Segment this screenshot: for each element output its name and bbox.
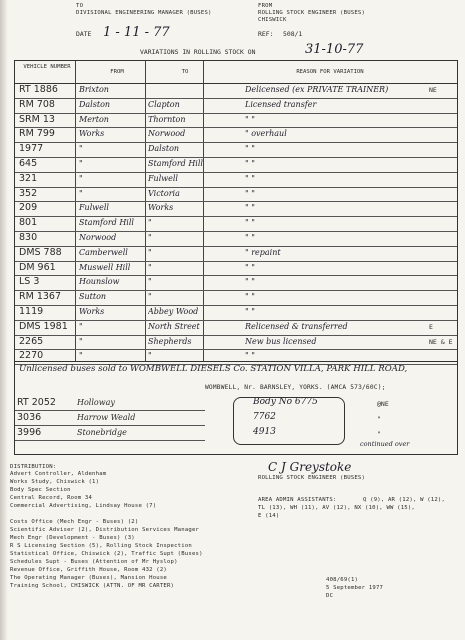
cell-reason: " " (245, 262, 255, 272)
cell-note (429, 290, 455, 305)
cell-note (429, 231, 455, 246)
cell-to: " (148, 218, 152, 228)
cell-reason: New bus licensed (245, 336, 317, 346)
cell-to: " (148, 233, 152, 242)
cell-from: Dalston (79, 99, 111, 109)
cell-note (429, 98, 455, 113)
cell-from: Camberwell (79, 247, 128, 257)
table-row (15, 157, 457, 173)
assistants-line-1: Q (9), AR (12), W (12), (363, 497, 446, 503)
cell-reason: " " (245, 292, 255, 302)
cell-reason: " " (245, 307, 255, 316)
cell-to: Shepherds (148, 336, 192, 346)
cell-vehicle: RM 799 (19, 128, 55, 140)
sold-section (14, 360, 458, 455)
cell-note (429, 305, 455, 320)
cell-from: " (79, 188, 83, 198)
cell-reason: " " (245, 203, 255, 213)
distribution-heading: DISTRIBUTION: (10, 464, 57, 470)
table-row (15, 216, 457, 232)
cell-reason: " " (245, 188, 255, 198)
cell-vehicle: RT 1886 (19, 84, 58, 95)
to-value: DIVISIONAL ENGINEERING MANAGER (BUSES) (76, 10, 212, 16)
cell-to: Works (148, 203, 174, 213)
footer-initials: DC (326, 593, 334, 599)
sold-body-number: 7762 (253, 412, 276, 422)
sold-body-number: Body No 6775 (253, 397, 318, 407)
footer-code: 408/69(1) (326, 577, 359, 583)
cell-from: " (79, 321, 83, 331)
cell-reason: Delicensed (ex PRIVATE TRAINER) (245, 85, 389, 94)
cell-to: " (148, 351, 152, 361)
cell-vehicle: RM 708 (19, 98, 55, 110)
sold-cell-vehicle: 3036 (17, 412, 42, 423)
table-row (15, 320, 457, 336)
date-value: 1 - 11 - 77 (103, 25, 170, 40)
variations-table (14, 60, 458, 362)
column-header-from: FROM (110, 69, 124, 75)
cell-to: Stamford Hill (148, 159, 203, 168)
cell-note: NE & E (429, 337, 453, 346)
cell-vehicle: SRM 13 (19, 113, 55, 125)
cell-note (429, 275, 455, 290)
sold-cell-from: Holloway (77, 398, 115, 407)
cell-reason: Licensed transfer (245, 99, 317, 109)
cell-to: North Street (148, 321, 200, 331)
cell-vehicle: 209 (19, 202, 38, 214)
distribution-line: Statistical Office, Chiswick (2), Traffic Supt (Buses) (10, 551, 203, 557)
sold-note: " (377, 415, 381, 423)
cell-to: Thornton (148, 114, 186, 124)
cell-note (429, 216, 455, 231)
cell-reason: " repaint (245, 247, 281, 257)
cell-vehicle: 321 (19, 172, 38, 184)
from-value: ROLLING STOCK ENGINEER (BUSES) (258, 10, 366, 16)
cell-to: Clapton (148, 99, 180, 109)
date-label: DATE (76, 30, 92, 38)
cell-from: Fulwell (79, 203, 109, 213)
cell-vehicle: 1977 (19, 143, 44, 155)
cell-vehicle: 645 (19, 158, 38, 169)
cell-from: " (79, 144, 83, 154)
distribution-line: Central Record, Room 34 (10, 495, 93, 501)
cell-note (429, 157, 455, 172)
column-header-to: TO (181, 69, 189, 75)
distribution-line: R S Licensing Section (5), Rolling Stock Inspection (10, 543, 192, 549)
table-row (15, 231, 457, 247)
cell-to: " (148, 292, 152, 302)
ref-label: REF: (258, 30, 274, 38)
sold-cell-from: Stonebridge (77, 428, 127, 437)
sold-row (15, 396, 205, 411)
cell-vehicle: 801 (19, 217, 38, 229)
variations-title: VARIATIONS IN ROLLING STOCK ON (140, 48, 256, 56)
table-row (15, 246, 457, 262)
cell-from: " (79, 351, 83, 361)
sold-cell-vehicle: 3996 (17, 427, 42, 438)
distribution-line: Advert Controller, Aldenham (10, 471, 107, 477)
cell-note: NE (429, 86, 437, 94)
cell-vehicle: RM 1367 (19, 291, 61, 303)
table-row (15, 172, 457, 188)
cell-from: Muswell Hill (79, 262, 131, 272)
cell-note (429, 172, 455, 187)
sold-cell-vehicle: RT 2052 (17, 397, 56, 408)
cell-from: Merton (79, 114, 109, 124)
cell-reason: " " (245, 218, 255, 228)
distribution-line: Training School, CHISWICK (ATTN. OF MR CARTER) (10, 583, 175, 589)
distribution-line: Body Spec Section (10, 487, 71, 493)
cell-from: " (79, 159, 83, 168)
sold-cell-from: Harrow Weald (77, 413, 136, 422)
sold-row (15, 411, 205, 426)
table-row (15, 290, 457, 306)
cell-vehicle: 830 (19, 232, 38, 243)
cell-from: Hounslow (79, 277, 120, 287)
sold-row (15, 426, 205, 441)
cell-vehicle: 2265 (19, 335, 44, 347)
cell-note (429, 127, 455, 142)
continued-note: continued over (360, 440, 410, 448)
cell-note (429, 261, 455, 276)
cell-note: E (429, 322, 433, 331)
cell-to: Dalston (148, 144, 180, 154)
cell-reason: " " (245, 173, 255, 183)
signature-title: ROLLING STOCK ENGINEER (BUSES) (258, 475, 366, 481)
sold-note: " (377, 430, 381, 438)
distribution-line: The Operating Manager (Buses), Mansion House (10, 575, 167, 581)
page-edge-shadow (0, 0, 8, 640)
cell-vehicle: DM 961 (19, 261, 56, 273)
cell-reason: " overhaul (245, 129, 287, 139)
cell-reason: " " (245, 144, 255, 154)
body-number-bracket (233, 397, 345, 445)
table-row (15, 113, 457, 129)
table-row (15, 142, 457, 158)
cell-to (148, 83, 204, 98)
cell-from: Works (79, 307, 105, 316)
distribution-line: Revenue Office, Griffith House, Room 432 (2) (10, 567, 167, 573)
cell-vehicle: LS 3 (19, 276, 40, 288)
distribution-line: Works Study, Chiswick (1) (10, 479, 100, 485)
sold-note: @NE (377, 400, 389, 408)
table-row (15, 201, 457, 217)
table-row (15, 335, 457, 351)
from-place: CHISWICK (258, 17, 287, 23)
sold-body-number: 4913 (253, 427, 276, 437)
cell-from: Stamford Hill (79, 218, 134, 228)
table-row (15, 98, 457, 114)
cell-from: " (79, 336, 83, 346)
distribution-line: Scientific Adviser (2), Distribution Services Manager (10, 527, 200, 533)
cell-from: Sutton (79, 292, 107, 302)
assistants-line-3: E (14) (258, 513, 280, 519)
table-row (15, 127, 457, 143)
variations-date: 31-10-77 (305, 42, 364, 57)
cell-vehicle: DMS 1981 (19, 320, 68, 332)
table-row (15, 83, 457, 99)
cell-vehicle: DMS 788 (19, 246, 62, 258)
cell-to: " (148, 262, 152, 272)
distribution-line: Commercial Advertising, Lindsay House (7) (10, 503, 157, 509)
cell-to: " (148, 277, 152, 287)
cell-to: Fulwell (148, 173, 178, 183)
ref-value: 508/1 (283, 30, 303, 38)
cell-reason: " " (245, 114, 255, 124)
cell-reason: " " (245, 159, 255, 168)
cell-reason: " " (245, 233, 255, 242)
assistants-line-2: TL (13), WH (11), AV (12), NX (10), WW (15), (258, 505, 415, 511)
distribution-line: Mech Engr (Development - Buses) (3) (10, 535, 135, 541)
to-label: TO (76, 3, 84, 9)
cell-from: Works (79, 129, 105, 139)
table-header (15, 61, 457, 84)
cell-vehicle: 352 (19, 187, 38, 199)
cell-note (429, 142, 455, 157)
cell-reason: Relicensed & transferred (245, 321, 348, 331)
signature: C J Greystoke (268, 460, 352, 474)
cell-note (429, 113, 455, 128)
footer-date: 5 September 1977 (326, 585, 384, 591)
cell-vehicle: 2270 (19, 350, 44, 362)
table-row (15, 187, 457, 203)
cell-to: Victoria (148, 188, 180, 198)
sold-heading: Unlicensed buses sold to WOMBWELL DIESELS Co. STATION VILLA, PARK HILL ROAD, (19, 364, 408, 374)
table-row (15, 305, 457, 321)
cell-reason: " " (245, 351, 255, 361)
distribution-line: Schedules Supt - Buses (Attention of Mr Hyslop) (10, 559, 178, 565)
table-row (15, 275, 457, 291)
column-header-vehicle: VEHICLE NUMBER (23, 64, 71, 70)
cell-reason: " " (245, 277, 255, 287)
cell-from: " (79, 173, 83, 183)
distribution-line: Costs Office (Mech Engr - Buses) (2) (10, 519, 139, 525)
cell-to: Abbey Wood (148, 307, 199, 316)
cell-from: Norwood (79, 233, 117, 242)
cell-note (429, 246, 455, 261)
cell-to: Norwood (148, 129, 186, 139)
assistants-label: AREA ADMIN ASSISTANTS: (258, 497, 337, 503)
cell-from: Brixton (79, 85, 109, 94)
cell-note (429, 187, 455, 202)
cell-vehicle: 1119 (19, 306, 44, 317)
cell-to: " (148, 247, 152, 257)
column-header-reason: REASON FOR VARIATION (296, 69, 364, 75)
from-label: FROM (258, 3, 273, 9)
cell-note (429, 201, 455, 216)
sold-address: WOMBWELL, Nr. BARNSLEY, YORKS. (AMCA 573/60C); (205, 384, 386, 391)
table-row (15, 261, 457, 277)
